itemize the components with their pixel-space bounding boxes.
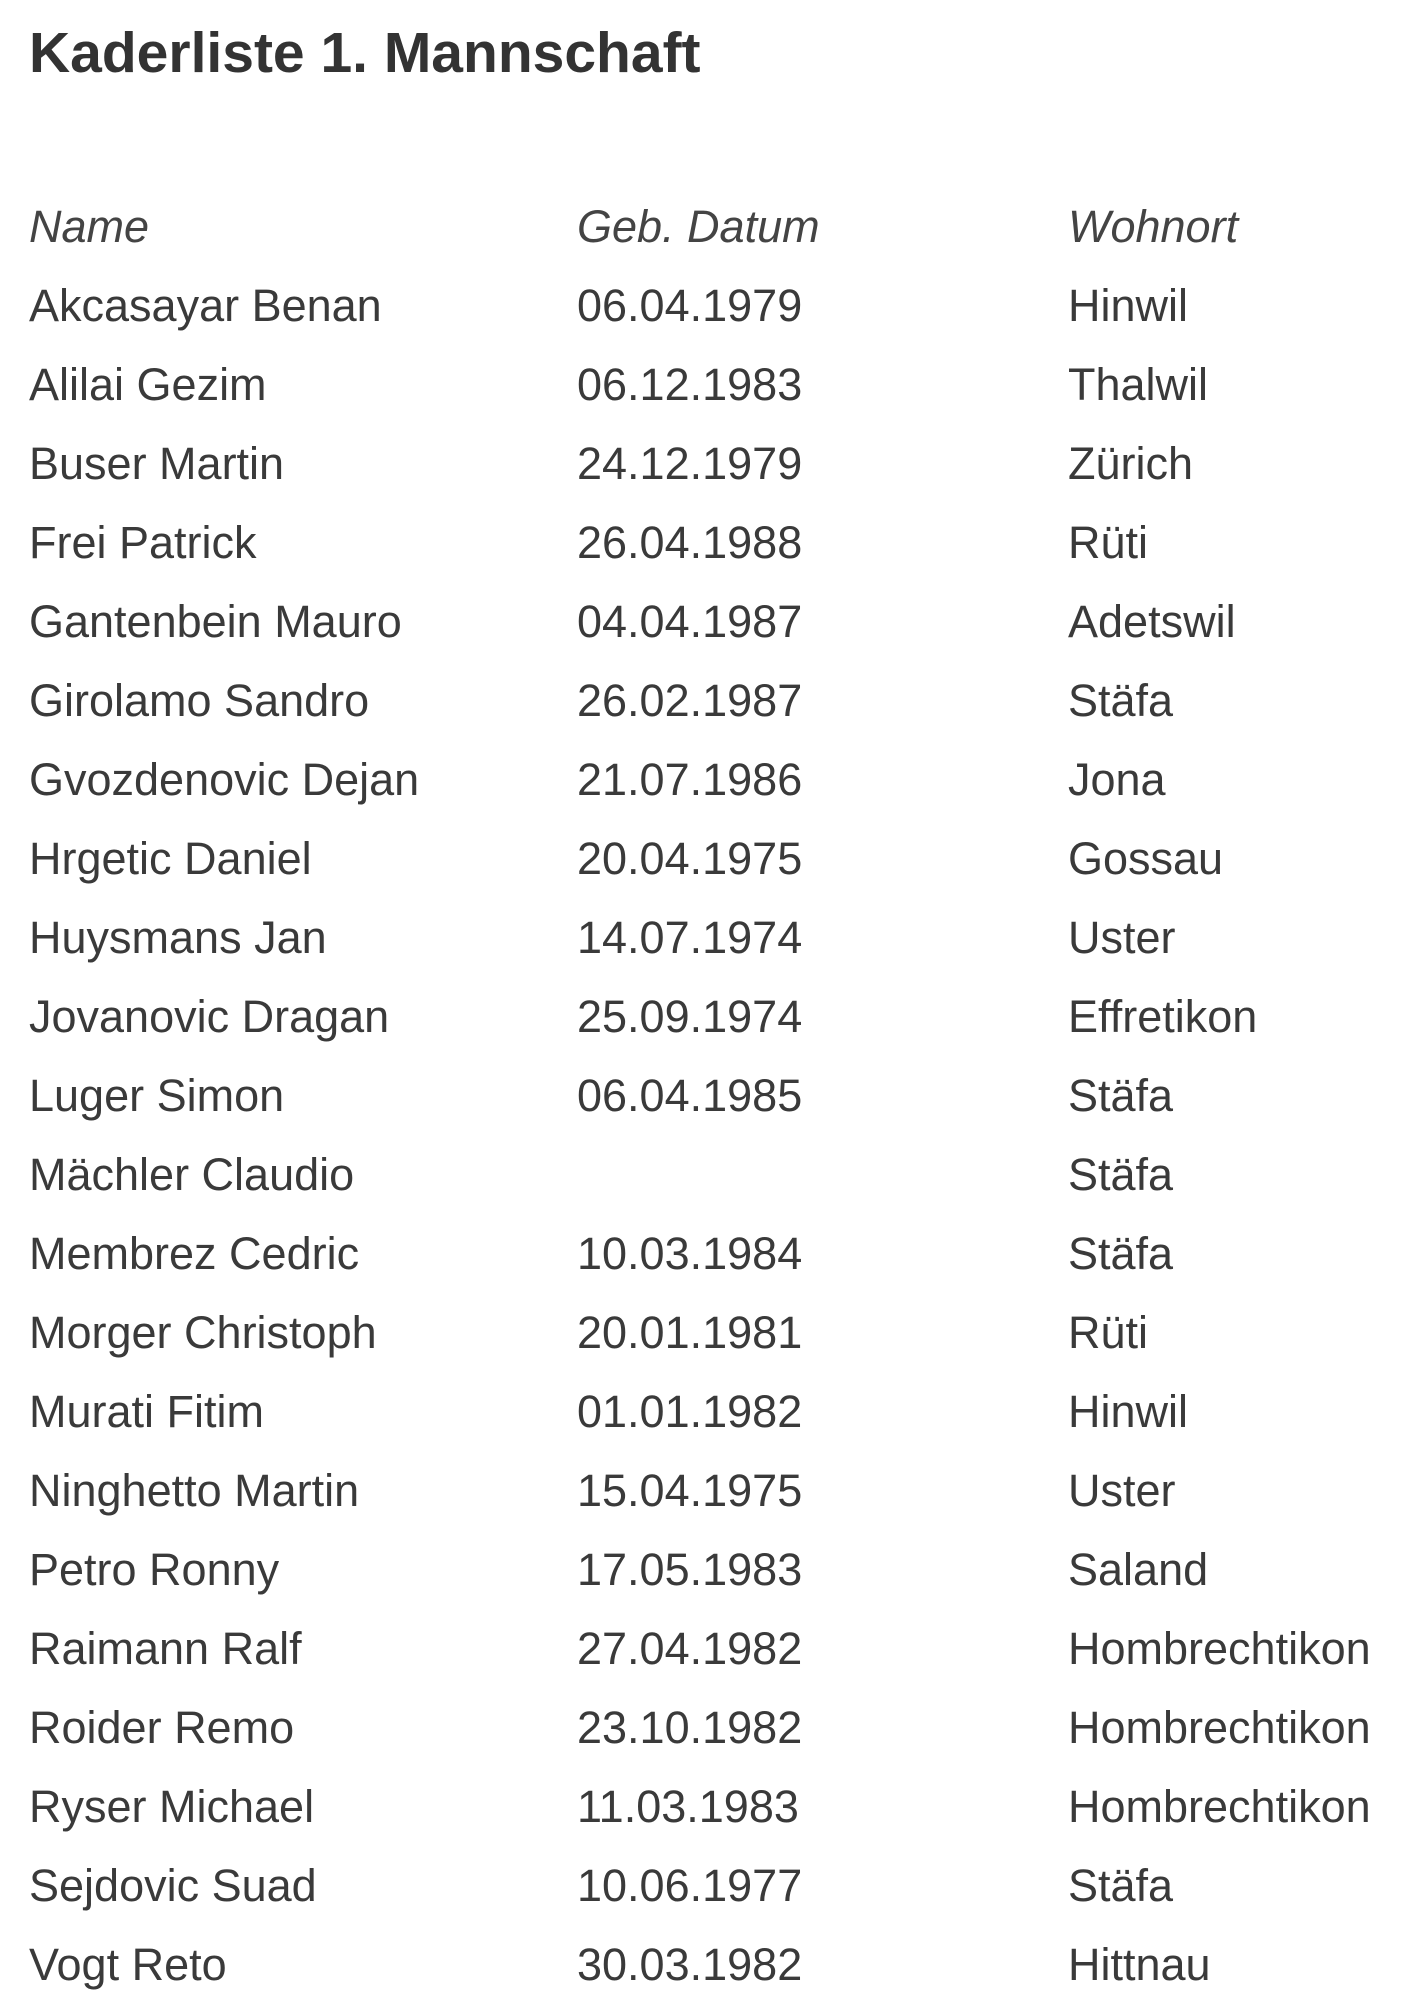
table-row [29, 503, 1409, 582]
table-row [29, 1530, 1409, 1609]
player-residence: Hombrechtikon [1068, 1781, 1371, 1832]
table-row [29, 1214, 1409, 1293]
player-residence: Uster [1068, 1465, 1176, 1516]
table-row [29, 1609, 1409, 1688]
player-name: Ryser Michael [29, 1781, 315, 1832]
player-birthdate: 10.03.1984 [577, 1228, 803, 1279]
player-name: Girolamo Sandro [29, 675, 370, 726]
table-row [29, 424, 1409, 503]
player-birthdate: 30.03.1982 [577, 1939, 803, 1990]
player-birthdate: 17.05.1983 [577, 1544, 803, 1595]
player-name: Frei Patrick [29, 517, 257, 568]
player-residence: Stäfa [1068, 1149, 1174, 1200]
player-birthdate: 21.07.1986 [577, 754, 803, 805]
player-residence: Stäfa [1068, 1070, 1174, 1121]
table-row [29, 1451, 1409, 1530]
player-name: Gvozdenovic Dejan [29, 754, 420, 805]
player-residence: Effretikon [1068, 991, 1258, 1042]
player-name: Sejdovic Suad [29, 1860, 317, 1911]
player-name: Hrgetic Daniel [29, 833, 312, 884]
player-birthdate: 23.10.1982 [577, 1702, 803, 1753]
table-header-row [29, 187, 1409, 266]
player-name: Vogt Reto [29, 1939, 227, 1990]
player-birthdate: 20.01.1981 [577, 1307, 803, 1358]
player-name: Raimann Ralf [29, 1623, 302, 1674]
player-birthdate: 04.04.1987 [577, 596, 803, 647]
player-birthdate: 14.07.1974 [577, 912, 803, 963]
player-residence: Hombrechtikon [1068, 1623, 1371, 1674]
player-residence: Hombrechtikon [1068, 1702, 1371, 1753]
page-title: Kaderliste 1. Mannschaft [29, 21, 701, 85]
column-header-name: Name [29, 201, 150, 252]
player-residence: Rüti [1068, 1307, 1149, 1358]
table-row [29, 819, 1409, 898]
table-row [29, 266, 1409, 345]
player-residence: Adetswil [1068, 596, 1236, 647]
player-birthdate: 15.04.1975 [577, 1465, 803, 1516]
player-residence: Hinwil [1068, 1386, 1189, 1437]
player-birthdate: 27.04.1982 [577, 1623, 803, 1674]
table-row [29, 1688, 1409, 1767]
player-residence: Gossau [1068, 833, 1224, 884]
roster-table [29, 187, 1409, 2004]
player-name: Ninghetto Martin [29, 1465, 360, 1516]
player-residence: Stäfa [1068, 1860, 1174, 1911]
player-birthdate: 10.06.1977 [577, 1860, 803, 1911]
player-residence: Hittnau [1068, 1939, 1211, 1990]
player-name: Petro Ronny [29, 1544, 280, 1595]
player-name: Morger Christoph [29, 1307, 377, 1358]
roster-rows [29, 266, 1409, 2004]
player-name: Alilai Gezim [29, 359, 267, 410]
table-row [29, 582, 1409, 661]
column-header-birthdate: Geb. Datum [577, 201, 820, 252]
table-row [29, 1372, 1409, 1451]
table-row [29, 1925, 1409, 2004]
player-residence: Stäfa [1068, 675, 1174, 726]
table-row [29, 345, 1409, 424]
table-row [29, 977, 1409, 1056]
player-name: Roider Remo [29, 1702, 295, 1753]
column-header-residence: Wohnort [1068, 201, 1239, 252]
table-row [29, 898, 1409, 977]
player-name: Akcasayar Benan [29, 280, 382, 331]
player-birthdate: 01.01.1982 [577, 1386, 803, 1437]
player-name: Buser Martin [29, 438, 285, 489]
player-residence: Rüti [1068, 517, 1149, 568]
player-residence: Zürich [1068, 438, 1194, 489]
player-birthdate: 06.12.1983 [577, 359, 803, 410]
table-row [29, 1293, 1409, 1372]
player-name: Mächler Claudio [29, 1149, 355, 1200]
player-residence: Thalwil [1068, 359, 1209, 410]
table-row [29, 1846, 1409, 1925]
player-name: Luger Simon [29, 1070, 285, 1121]
player-residence: Uster [1068, 912, 1176, 963]
player-birthdate: 06.04.1979 [577, 280, 803, 331]
table-row [29, 1767, 1409, 1846]
player-birthdate: 26.02.1987 [577, 675, 803, 726]
player-birthdate: 25.09.1974 [577, 991, 803, 1042]
player-name: Gantenbein Mauro [29, 596, 402, 647]
player-name: Murati Fitim [29, 1386, 264, 1437]
table-row [29, 740, 1409, 819]
player-name: Huysmans Jan [29, 912, 327, 963]
player-birthdate: 26.04.1988 [577, 517, 803, 568]
table-row [29, 1056, 1409, 1135]
player-residence: Hinwil [1068, 280, 1189, 331]
table-row [29, 661, 1409, 740]
player-name: Membrez Cedric [29, 1228, 360, 1279]
table-row [29, 1135, 1409, 1214]
player-birthdate: 06.04.1985 [577, 1070, 803, 1121]
player-residence: Stäfa [1068, 1228, 1174, 1279]
player-name: Jovanovic Dragan [29, 991, 390, 1042]
player-residence: Saland [1068, 1544, 1209, 1595]
player-residence: Jona [1068, 754, 1166, 805]
player-birthdate: 11.03.1983 [577, 1781, 799, 1832]
player-birthdate: 24.12.1979 [577, 438, 803, 489]
player-birthdate: 20.04.1975 [577, 833, 803, 884]
